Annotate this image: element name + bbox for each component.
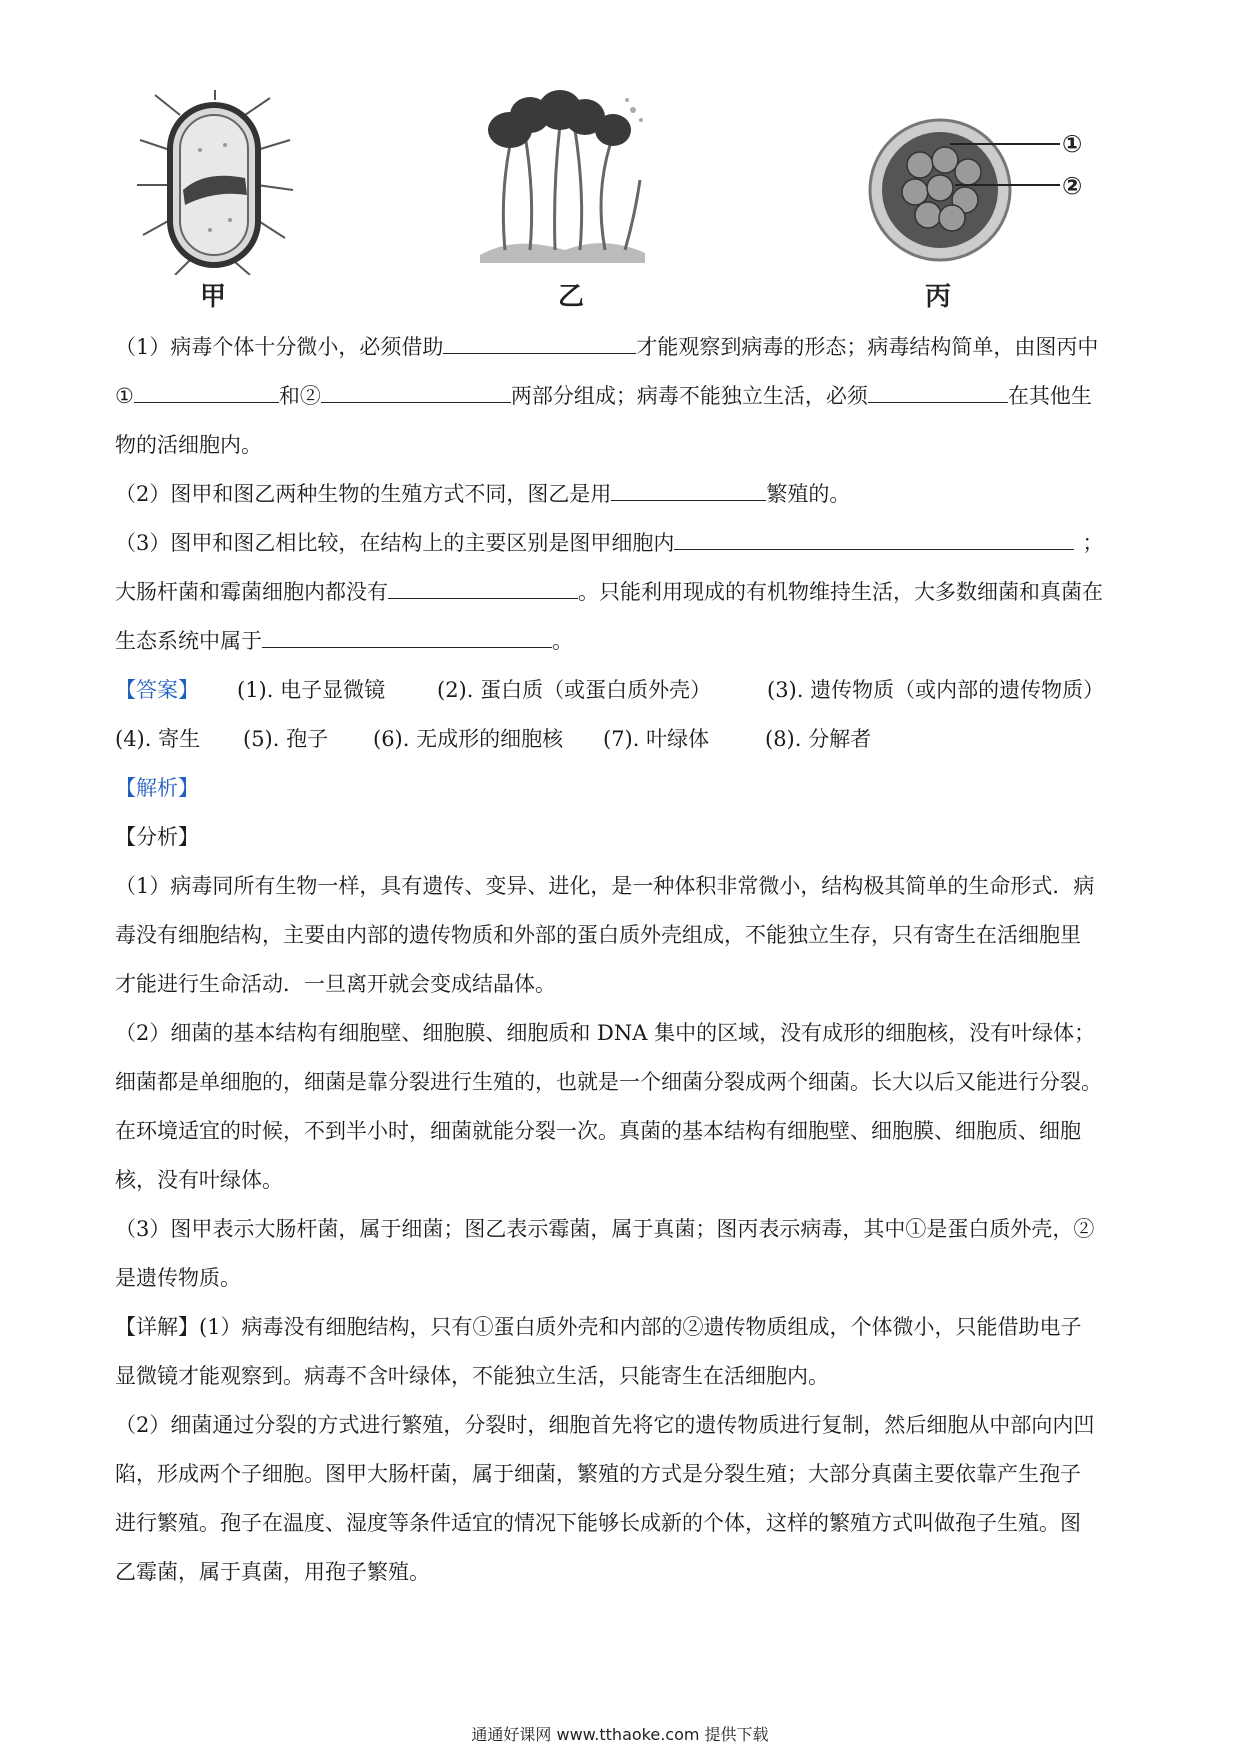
q1-line-2: ① 和② 两部分组成；病毒不能独立生活，必须 在其他生 [115, 372, 1135, 421]
detail-p2-line-4: 乙霉菌，属于真菌，用孢子繁殖。 [115, 1560, 430, 1584]
q3-line-2: 大肠杆菌和霉菌细胞内都没有 。只能利用现成的有机物维持生活，大多数细菌和真菌在 [115, 568, 1135, 617]
answer-7: (7). 叶绿体 [603, 727, 710, 751]
answer-tag: 【答案】 [115, 678, 199, 702]
bacterium-figure [135, 90, 295, 275]
answer-4: (4). 寄生 [115, 727, 201, 751]
figure-label-jia: 甲 [200, 282, 227, 312]
answer-2: (2). 蛋白质（或蛋白质外壳） [437, 678, 712, 702]
analysis-p3-line-1: （3）图甲表示大肠杆菌，属于细菌；图乙表示霉菌，属于真菌；图丙表示病毒，其中①是蛋白质外壳，② [115, 1217, 1095, 1241]
answer-5: (5). 孢子 [243, 727, 329, 751]
answer-6: (6). 无成形的细胞核 [373, 727, 564, 751]
answer-line-1 [115, 666, 1135, 715]
analysis-p2-line-4: 核，没有叶绿体。 [115, 1168, 283, 1192]
blank-1 [443, 331, 636, 354]
blank-6 [674, 527, 1074, 550]
figure-label-yi: 乙 [558, 282, 585, 312]
detail-p2-line-3: 进行繁殖。孢子在温度、湿度等条件适宜的情况下能够长成新的个体，这样的繁殖方式叫做孢子生殖。图 [115, 1511, 1081, 1535]
figure-label-bing: 丙 [925, 282, 952, 312]
mold-figure [475, 85, 650, 265]
blank-7 [388, 576, 578, 599]
q1-line-1: （1）病毒个体十分微小，必须借助 才能观察到病毒的形态；病毒结构简单，由图丙中 [115, 323, 1135, 372]
answer-8: (8). 分解者 [765, 727, 872, 751]
blank-8 [262, 625, 552, 648]
detail-p1-line-1: 【详解】(1）病毒没有细胞结构，只有①蛋白质外壳和内部的②遗传物质组成，个体微小，只能借助电子 [115, 1315, 1082, 1339]
analysis-p1-line-2: 毒没有细胞结构，主要由内部的遗传物质和外部的蛋白质外壳组成，不能独立生存，只有寄生在活细胞里 [115, 923, 1081, 947]
q3-line-3: 生态系统中属于 。 [115, 617, 1135, 666]
analysis-tag: 【解析】 [115, 776, 199, 800]
figure-row [0, 80, 1240, 320]
blank-5 [611, 478, 766, 501]
analysis-p1-line-1: （1）病毒同所有生物一样，具有遗传、变异、进化，是一种体积非常微小，结构极其简单的生命形式．病 [115, 874, 1095, 898]
analysis-p2-line-1: （2）细菌的基本结构有细胞壁、细胞膜、细胞质和 DNA 集中的区域，没有成形的细胞核，没有叶绿体； [115, 1021, 1096, 1045]
q1-line-3: 物的活细胞内。 [115, 433, 262, 457]
detail-p1-line-2: 显微镜才能观察到。病毒不含叶绿体，不能独立生活，只能寄生在活细胞内。 [115, 1364, 829, 1388]
detail-p2-line-2: 陷，形成两个子细胞。图甲大肠杆菌，属于细菌，繁殖的方式是分裂生殖；大部分真菌主要依靠产生孢子 [115, 1462, 1081, 1486]
analysis-p2-line-3: 在环境适宜的时候，不到半小时，细菌就能分裂一次。真菌的基本结构有细胞壁、细胞膜、细胞质、细胞 [115, 1119, 1081, 1143]
analysis-subheading: 【分析】 [115, 825, 199, 849]
answer-3: (3). 遗传物质（或内部的遗传物质） [767, 678, 1105, 702]
marker-1: ① [1062, 130, 1083, 158]
question-body [115, 323, 1135, 1597]
analysis-p1-line-3: 才能进行生命活动．一旦离开就会变成结晶体。 [115, 972, 556, 996]
page-footer: 通通好课网 www.tthaoke.com 提供下载 [471, 1725, 769, 1744]
blank-4 [868, 380, 1008, 403]
analysis-p2-line-2: 细菌都是单细胞的，细菌是靠分裂进行生殖的，也就是一个细菌分裂成两个细菌。长大以后又能进行分裂。 [115, 1070, 1102, 1094]
marker-2: ② [1062, 172, 1083, 200]
blank-2 [134, 380, 279, 403]
answer-line-2 [115, 715, 1135, 764]
answer-1: (1). 电子显微镜 [237, 678, 386, 702]
q2-line: （2）图甲和图乙两种生物的生殖方式不同，图乙是用 繁殖的。 [115, 470, 1135, 519]
analysis-p3-line-2: 是遗传物质。 [115, 1266, 241, 1290]
blank-3 [321, 380, 511, 403]
q3-line-1: （3）图甲和图乙相比较，在结构上的主要区别是图甲细胞内 ； [115, 519, 1135, 568]
detail-p2-line-1: （2）细菌通过分裂的方式进行繁殖，分裂时，细胞首先将它的遗传物质进行复制，然后细胞从中部向内凹 [115, 1413, 1095, 1437]
